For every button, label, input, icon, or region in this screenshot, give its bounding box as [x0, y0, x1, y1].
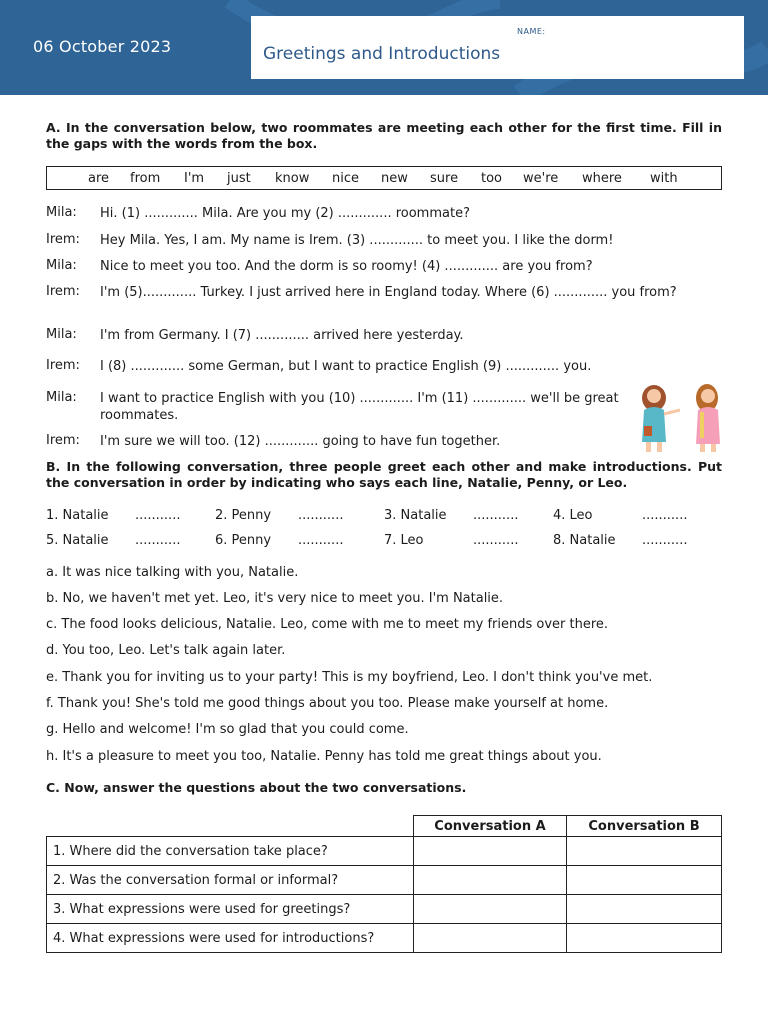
conversation-line: c. The food looks delicious, Natalie. Leo, come with me to meet my friends over there.	[46, 617, 609, 632]
title-box	[251, 16, 744, 79]
table-row	[47, 837, 722, 866]
dialogue-text: Hey Mila. Yes, I am. My name is Irem. (3) ............. to meet you. I like the dorm!	[100, 233, 614, 248]
speaker-label: Mila:	[46, 390, 77, 405]
order-blank[interactable]: ...........	[135, 533, 181, 548]
order-blank[interactable]: ...........	[298, 533, 344, 548]
word-box-item: with	[650, 171, 678, 186]
dialogue-text: I want to practice English with you (10) ............. I'm (11) ............. we'll be great roommates.	[100, 391, 619, 423]
word-box-item: new	[381, 171, 408, 186]
order-blank[interactable]: ...........	[473, 508, 519, 523]
order-label: 2. Penny	[215, 508, 272, 523]
word-box-item: nice	[332, 171, 359, 186]
answer-cell-a[interactable]	[414, 837, 567, 866]
order-label: 5. Natalie	[46, 533, 109, 548]
word-box-item: I'm	[184, 171, 205, 186]
question-cell: 4. What expressions were used for introductions?	[47, 924, 414, 953]
word-box-item: from	[130, 171, 161, 186]
conversation-line: d. You too, Leo. Let's talk again later.	[46, 643, 286, 658]
order-label: 3. Natalie	[384, 508, 447, 523]
answer-cell-a[interactable]	[414, 924, 567, 953]
question-cell: 1. Where did the conversation take place?	[47, 837, 414, 866]
dialogue-text: Hi. (1) ............. Mila. Are you my (2) ............. roommate?	[100, 206, 470, 221]
order-blank[interactable]: ...........	[642, 533, 688, 548]
table-corner	[47, 816, 414, 837]
order-label: 7. Leo	[384, 533, 424, 548]
order-label: 1. Natalie	[46, 508, 109, 523]
word-box-item: sure	[430, 171, 459, 186]
section-b-instruction: B. In the following conversation, three people greet each other and make introductions. Put the conversation in order by indicating who says each line, Natalie, Penny, or Leo.	[46, 459, 722, 490]
answer-cell-b[interactable]	[567, 866, 722, 895]
date-label: 06 October 2023	[33, 37, 172, 56]
order-blank[interactable]: ...........	[135, 508, 181, 523]
word-box-item: know	[275, 171, 310, 186]
answer-cell-b[interactable]	[567, 924, 722, 953]
speaker-label: Mila:	[46, 205, 77, 220]
order-blank[interactable]: ...........	[298, 508, 344, 523]
dialogue-text: Nice to meet you too. And the dorm is so roomy! (4) ............. are you from?	[100, 259, 593, 274]
answer-cell-a[interactable]	[414, 866, 567, 895]
column-header: Conversation B	[567, 816, 722, 837]
page-title: Greetings and Introductions	[263, 44, 501, 64]
conversation-line: f. Thank you! She's told me good things about you too. Please make yourself at home.	[46, 696, 609, 711]
section-a-instruction: A. In the conversation below, two roommates are meeting each other for the first time. Fill in the gaps with the words from the box.	[46, 120, 722, 151]
speaker-label: Mila:	[46, 327, 77, 342]
order-blank[interactable]: ...........	[642, 508, 688, 523]
word-box-item: we're	[523, 171, 559, 186]
conversation-line: g. Hello and welcome! I'm so glad that you could come.	[46, 722, 409, 737]
conversation-line: a. It was nice talking with you, Natalie.	[46, 565, 299, 580]
speaker-label: Irem:	[46, 284, 80, 299]
dialogue-text: I'm from Germany. I (7) ............. arrived here yesterday.	[100, 328, 464, 343]
section-c-instruction: C. Now, answer the questions about the two conversations.	[46, 780, 467, 795]
order-label: 8. Natalie	[553, 533, 616, 548]
word-box-item: where	[582, 171, 622, 186]
speaker-label: Irem:	[46, 433, 80, 448]
two-women-illustration	[636, 382, 726, 452]
questions-table	[46, 815, 722, 953]
name-label: NAME:	[517, 27, 546, 36]
question-cell: 2. Was the conversation formal or informal?	[47, 866, 414, 895]
dialogue-text: I'm sure we will too. (12) ............. going to have fun together.	[100, 434, 501, 449]
speaker-label: Mila:	[46, 258, 77, 273]
order-blank[interactable]: ...........	[473, 533, 519, 548]
header-banner	[0, 0, 768, 95]
conversation-line: e. Thank you for inviting us to your party! This is my boyfriend, Leo. I don't think you've met.	[46, 670, 653, 685]
word-box-item: are	[88, 171, 110, 186]
conversation-line: h. It's a pleasure to meet you too, Natalie. Penny has told me great things about you.	[46, 749, 602, 764]
table-row	[47, 924, 722, 953]
table-row	[47, 866, 722, 895]
order-label: 6. Penny	[215, 533, 272, 548]
conversation-line: b. No, we haven't met yet. Leo, it's very nice to meet you. I'm Natalie.	[46, 591, 504, 606]
word-box-item: just	[227, 171, 251, 186]
order-label: 4. Leo	[553, 508, 593, 523]
dialogue-text: I'm (5)............. Turkey. I just arrived here in England today. Where (6) ............. you from?	[100, 285, 677, 300]
word-box	[46, 166, 722, 190]
word-box-item: too	[481, 171, 503, 186]
speaker-label: Irem:	[46, 232, 80, 247]
table-row	[47, 895, 722, 924]
answer-cell-b[interactable]	[567, 895, 722, 924]
dialogue-text: I (8) ............. some German, but I want to practice English (9) ............. you.	[100, 359, 592, 374]
answer-cell-b[interactable]	[567, 837, 722, 866]
answer-cell-a[interactable]	[414, 895, 567, 924]
column-header: Conversation A	[414, 816, 567, 837]
speaker-label: Irem:	[46, 358, 80, 373]
question-cell: 3. What expressions were used for greetings?	[47, 895, 414, 924]
